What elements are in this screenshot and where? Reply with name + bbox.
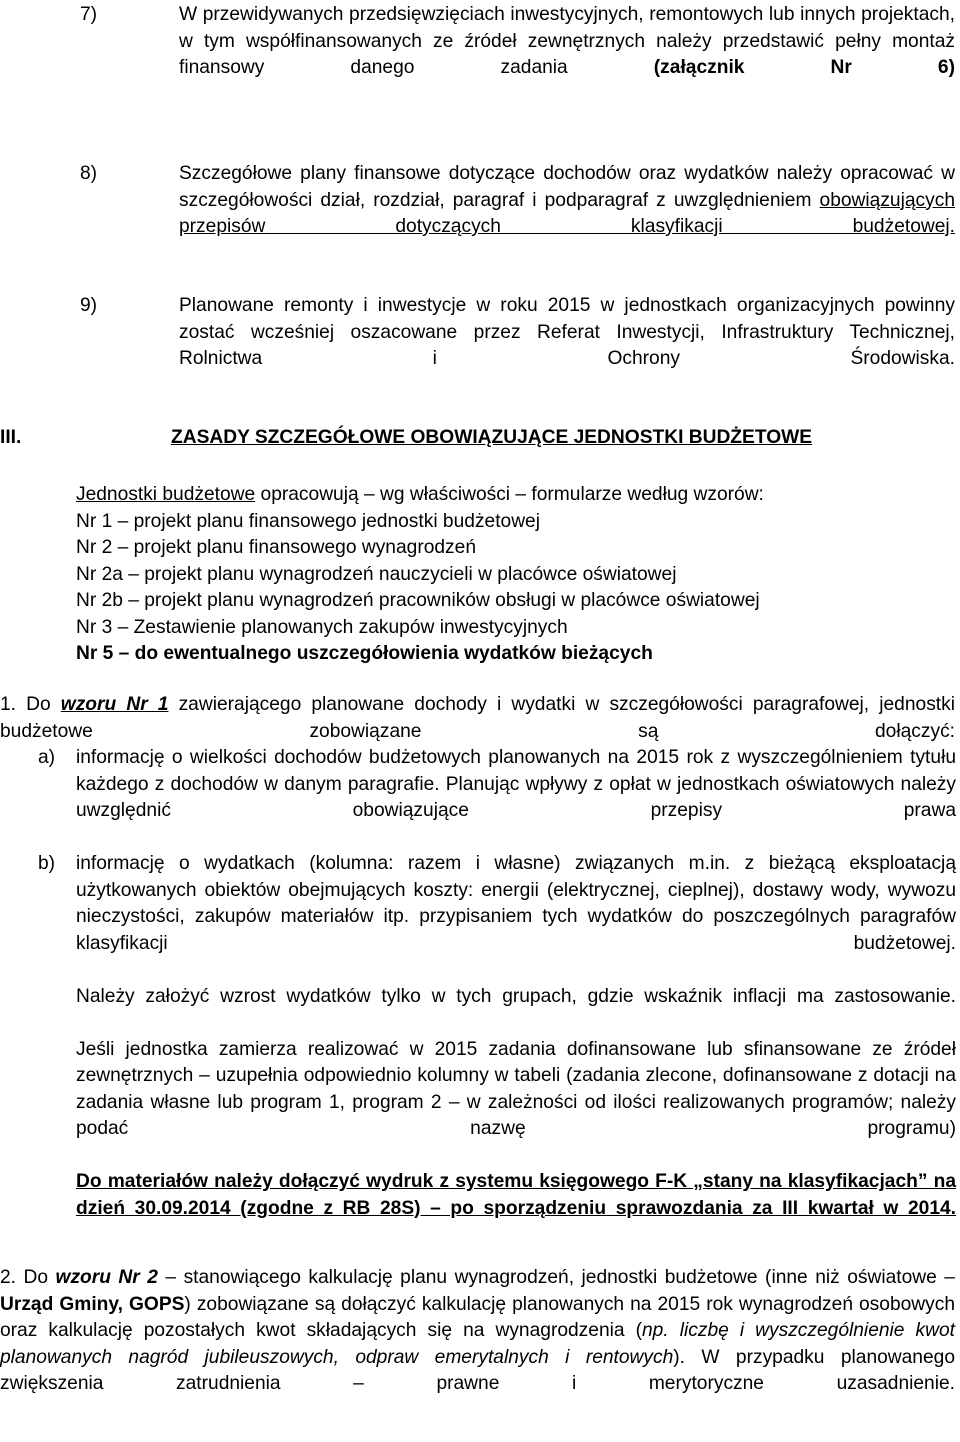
item-8-text — [179, 161, 955, 267]
p1-a-text: informację o wielkości dochodów budżetowych planowanych na 2015 rok z wyszczególnieniem tytułu każdego z dochodów w danym paragrafie. Planując wpływy z opłat w jednostkach oświatowych należy uwzględnić obowiązujące przepisy prawa — [76, 747, 956, 821]
forms-intro — [76, 482, 956, 509]
paragraph-2 — [0, 1265, 955, 1424]
forms-intro-underlined: Jednostki budżetowe — [76, 484, 256, 505]
p2-text-1: – stanowiącego kalkulację planu wynagrodzeń, jednostki budżetowe (inne niż oświatowe – — [157, 1267, 955, 1288]
section-title: ZASADY SZCZEGÓŁOWE OBOWIĄZUJĄCE JEDNOSTKI BUDŻETOWE — [171, 427, 813, 448]
p2-form-ref: wzoru Nr 2 — [55, 1267, 158, 1288]
item-7-text — [179, 2, 955, 108]
form-line: Nr 3 – Zestawienie planowanych zakupów inwestycyjnych — [76, 616, 568, 638]
p1-b-note: Do materiałów należy dołączyć wydruk z systemu księgowego F-K „stany na klasyfikacjach” na dzień 30.09.2014 (zgodne z RB 28S) – po sporządzeniu sprawozdania za III kwartał w 2014. — [76, 1171, 956, 1219]
item-7-body: W przewidywanych przedsięwzięciach inwestycyjnych, remontowych lub innych projektach, w tym współfinansowanych ze źródeł zewnętrznych należy przedstawić pełny montaż finansowy danego zadania — [179, 4, 955, 78]
p1-rest: zawierającego planowane dochody i wydatki w szczegółowości paragrafowej, jednostki budżetowe zobowiązane są dołączyć: — [0, 694, 955, 742]
p2-lead: 2. Do — [0, 1267, 56, 1288]
p1-a-label: a) — [38, 747, 56, 768]
item-8-number: 8) — [80, 163, 98, 184]
forms-list — [76, 482, 956, 668]
p1-b-text-3: Jeśli jednostka zamierza realizować w 2015 zadania dofinansowane lub sfinansowane ze źródeł zewnętrznych – uzupełnia odpowiednio kolumny w tabeli (zadania zlecone, dofinansowane z dotacji na zadania własne lub program 1, program 2 – w zależności od ilości realizowanych programów; należy podać nazwę programu) — [76, 1038, 956, 1139]
p1-b-text-2: Należy założyć wzrost wydatków tylko w tych grupach, gdzie wskaźnik inflacji ma zastosowanie. — [76, 985, 956, 1007]
p1-b-block — [76, 851, 956, 1249]
item-8-body: Szczegółowe plany finansowe dotyczące dochodów oraz wydatków należy opracować w szczegółowości dział, rozdział, paragraf i podparagraf z uwzględnieniem — [179, 163, 955, 211]
item-9-number: 9) — [80, 295, 98, 316]
section-number: III. — [0, 427, 22, 448]
p1-b-text-1: informację o wydatkach (kolumna: razem i własne) związanych m.in. z bieżącą eksploatacją użytkowanych obiektów obejmujących koszty: energii (elektrycznej, cieplnej), dostawy wody, wywozu nieczystości, zakupów materiałów itp. przypisaniem tych wydatków do poszczególnych paragrafów klasyfikacji budżetowej. — [76, 853, 956, 954]
form-line-bold: Nr 5 – do ewentualnego uszczegółowienia wydatków bieżących — [76, 643, 653, 664]
p1-lead: 1. Do — [0, 694, 61, 715]
p1-b-label: b) — [38, 853, 56, 874]
item-9-text: Planowane remonty i inwestycje w roku 2015 w jednostkach organizacyjnych powinny zostać wcześniej oszacowane przez Referat Inwestycji, Infrastruktury Technicznej, Rolnictwa i Ochrony Środowiska. — [179, 295, 955, 369]
p2-text-2: ) zobowiązane są dołączyć kalkulację planowanych na 2015 rok wynagrodzeń osobowych oraz kalkulację pozostałych kwot składających się na wynagrodzenia ( — [0, 1293, 956, 1341]
item-7-attachment-ref: (załącznik Nr 6) — [653, 57, 955, 78]
item-8-underlined: obowiązujących przepisów dotyczących klasyfikacji budżetowej. — [179, 189, 955, 237]
p1-form-ref: wzoru Nr 1 — [60, 694, 169, 715]
p2-italic: np. liczbę i wyszczególnienie kwot planowanych nagród jubileuszowych, odpraw emerytalnych i rentowych — [0, 1320, 955, 1368]
form-line: Nr 2b – projekt planu wynagrodzeń pracowników obsługi w placówce oświatowej — [76, 590, 760, 611]
form-line: Nr 2 – projekt planu finansowego wynagrodzeń — [76, 537, 476, 558]
forms-intro-rest: opracowują – wg właściwości – formularze według wzorów: — [255, 484, 764, 505]
form-line: Nr 2a – projekt planu wynagrodzeń nauczycieli w placówce oświatowej — [76, 563, 677, 585]
p2-text-3: ). W przypadku planowanego zwiększenia zatrudnienia – prawne i merytoryczne uzasadnienie. — [0, 1346, 955, 1394]
p2-bold-units: Urząd Gminy, GOPS — [0, 1293, 185, 1315]
form-line: Nr 1 – projekt planu finansowego jednostki budżetowej — [76, 510, 540, 532]
item-7-number: 7) — [80, 4, 98, 25]
